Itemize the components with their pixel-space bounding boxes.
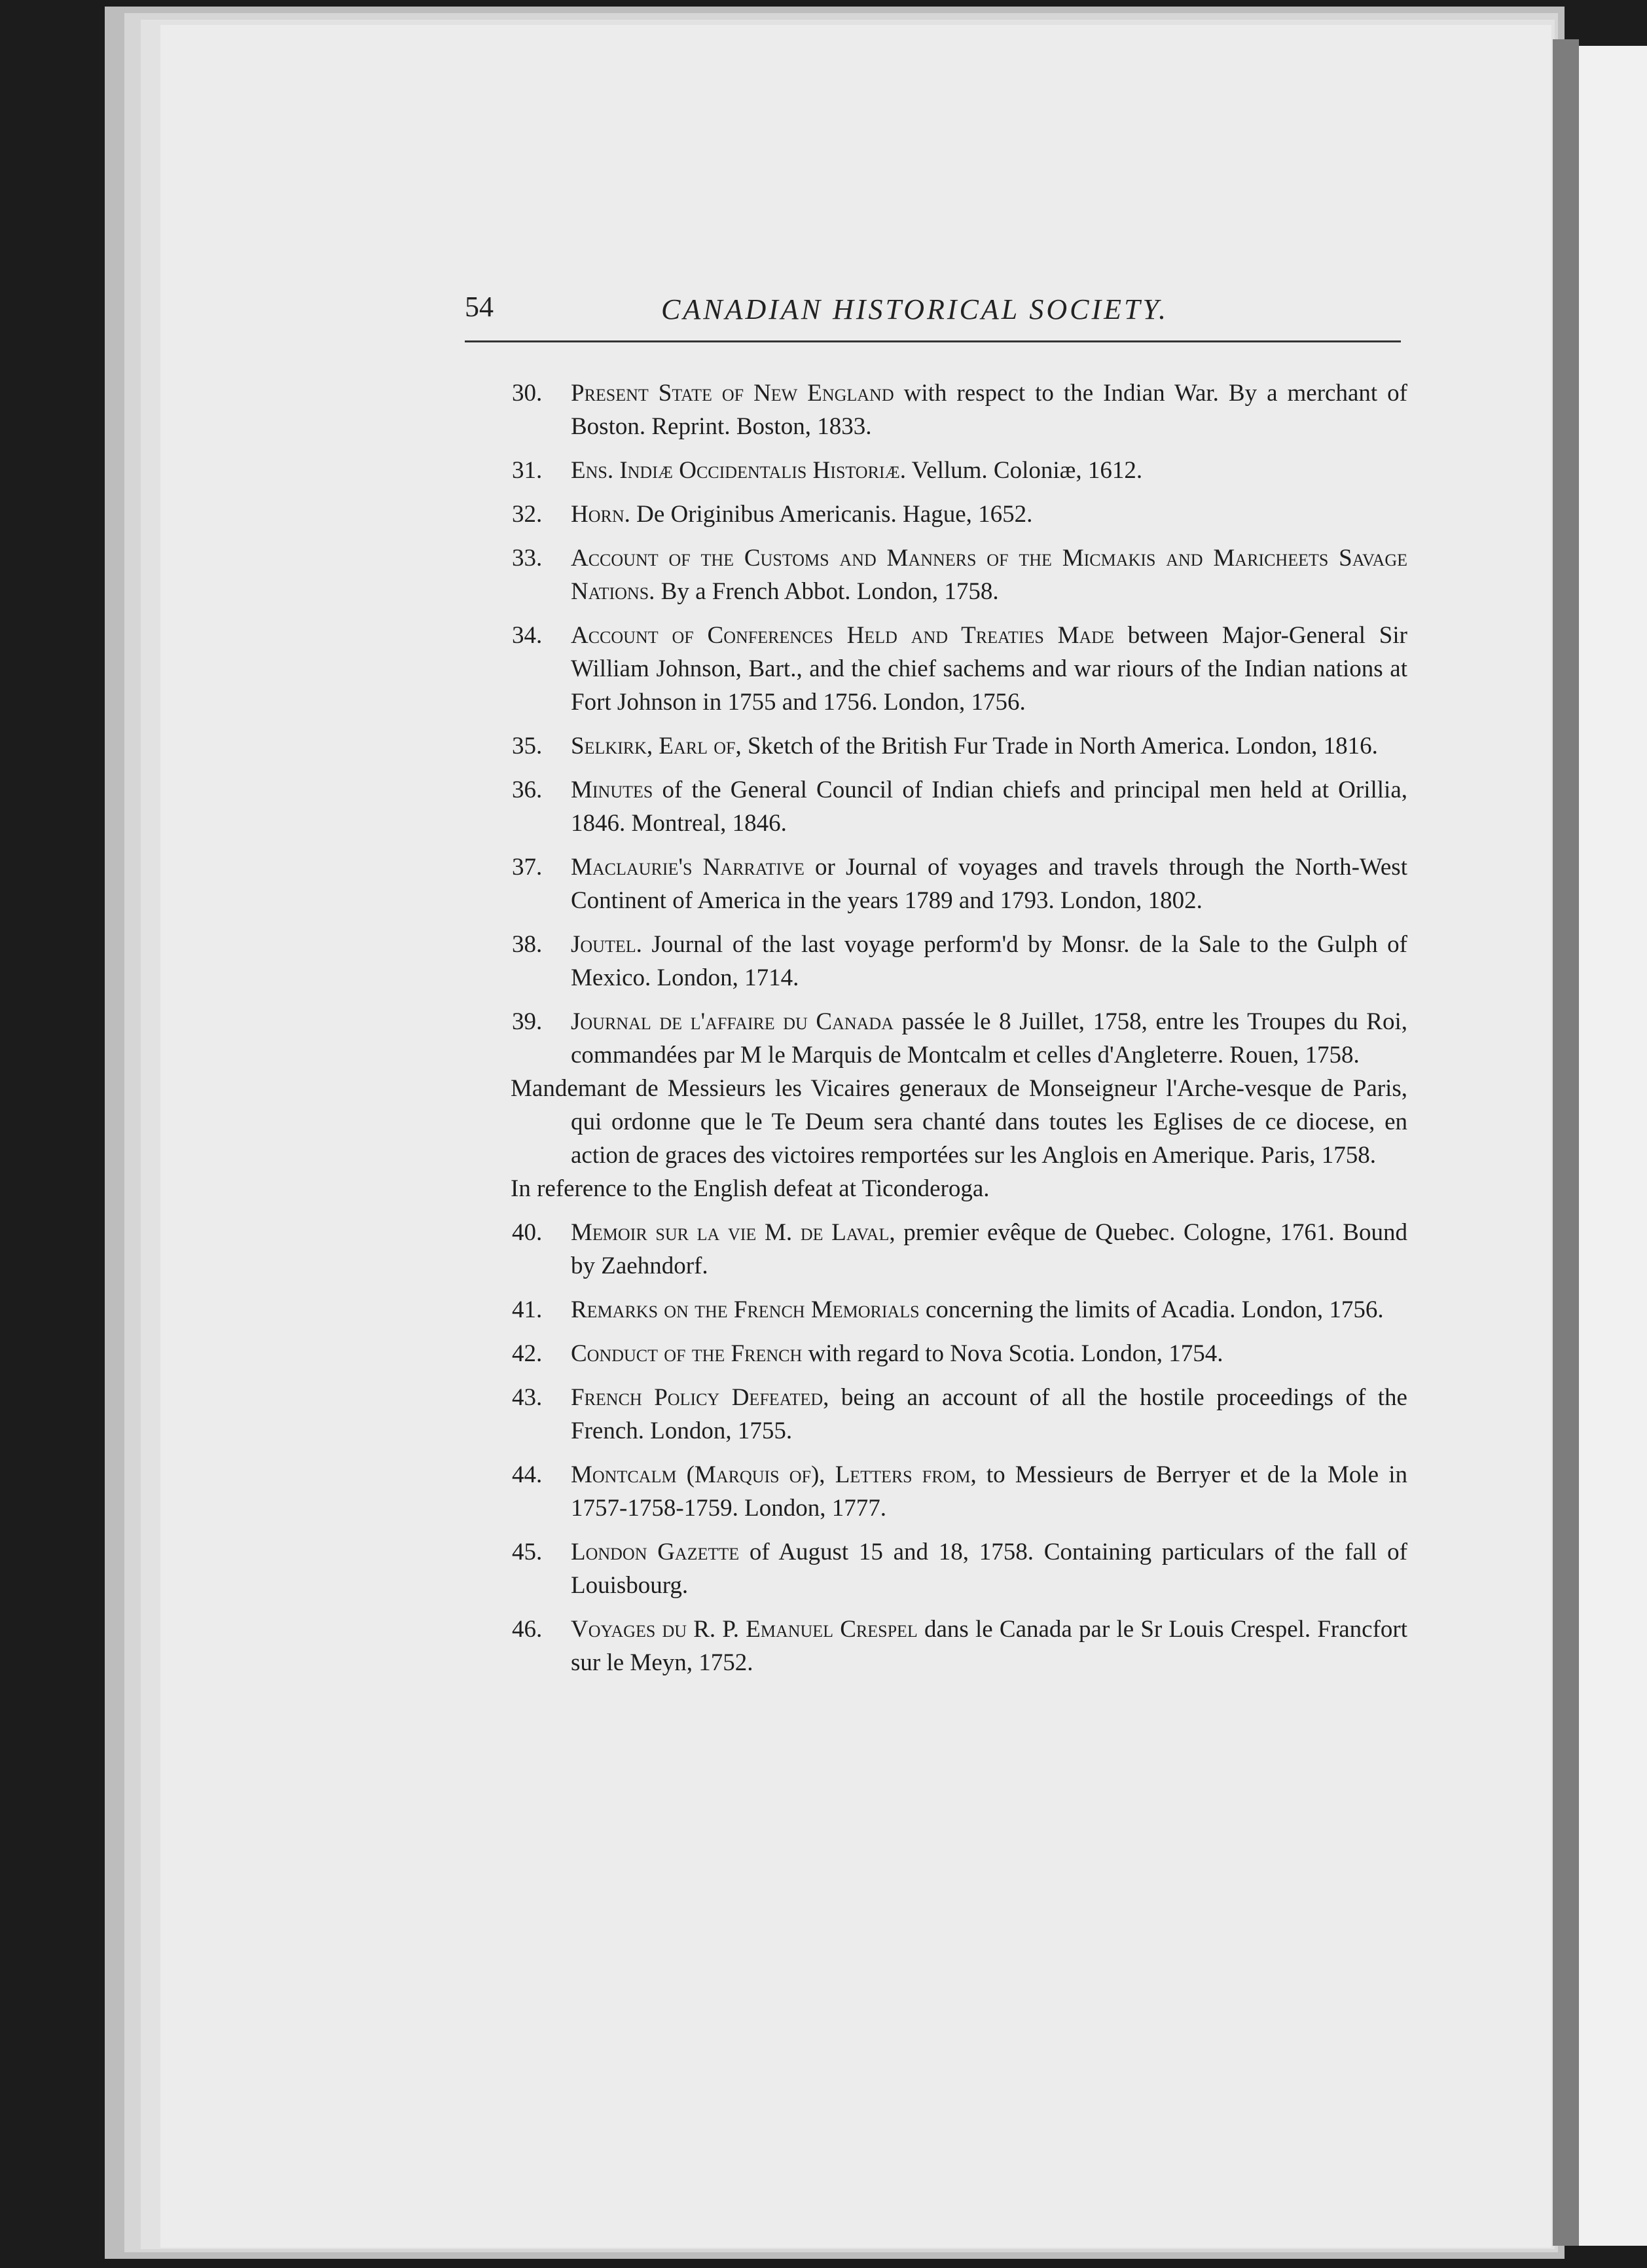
entry-number: 37.	[512, 854, 543, 881]
list-item	[458, 850, 1407, 917]
entry-text: or Journal of voyages and travels through the North-West Continent of America in the years 1789 and 1793. London, 1802.	[571, 854, 1407, 914]
entry-title: Ens. Indiæ Occidentalis Historiæ.	[571, 457, 906, 484]
entry-title: Maclaurie's Narrative	[571, 854, 805, 881]
entry-title: Conduct of the French	[571, 1340, 803, 1367]
header-rule	[465, 340, 1401, 342]
list-item	[458, 1216, 1407, 1283]
entry-number: 34.	[512, 622, 543, 649]
list-item	[458, 1293, 1407, 1326]
entry-title: Joutel.	[571, 931, 642, 958]
list-item	[458, 928, 1407, 995]
list-item	[458, 1337, 1407, 1370]
entry-title: Montcalm (Marquis of), Letters from,	[571, 1461, 977, 1488]
entry-text: to Messieurs de Berryer et de la Mole in 1757-1758-1759. London, 1777.	[571, 1461, 1407, 1522]
list-item	[458, 1381, 1407, 1448]
entry-text: R. P.	[687, 1616, 746, 1643]
entry-title: Minutes	[571, 777, 653, 803]
entry-text: being an account of all the hostile proceedings of the French. London, 1755.	[571, 1384, 1407, 1444]
entry-number: 44.	[512, 1461, 543, 1488]
list-item	[458, 1458, 1407, 1525]
entry-number: 46.	[512, 1616, 543, 1643]
page-header	[465, 290, 1398, 342]
entry-text: De Originibus Americanis. Hague, 1652.	[630, 501, 1033, 528]
entry-note: Mandemant de Messieurs les Vicaires generaux de Monseigneur l'Arche-vesque de Paris, qui ordonne que le Te Deum sera chanté dans toutes les Eglises de ce diocese, en action de graces des victoires remportées sur les Anglois en Amerique. Paris, 1758.	[511, 1075, 1407, 1169]
entry-number: 42.	[512, 1340, 543, 1367]
entry-title: Present State of New England	[571, 380, 894, 407]
entry-title: London Gazette	[571, 1539, 740, 1565]
running-head: CANADIAN HISTORICAL SOCIETY.	[661, 293, 1168, 325]
entry-title: Emanuel Crespel	[746, 1616, 918, 1643]
entry-text: passée le 8 Juillet, 1758, entre les Troupes du Roi, commandées par M le Marquis de Montcalm et celles d'Angleterre. Rouen, 1758.	[571, 1008, 1407, 1069]
entry-number: 30.	[512, 380, 543, 407]
entry-text: By a French Abbot. London, 1758.	[655, 578, 999, 605]
list-item	[458, 619, 1407, 719]
entry-title: Horn.	[571, 501, 630, 528]
entry-number: 35.	[512, 733, 543, 759]
entry-title: Voyages du	[571, 1616, 687, 1643]
entry-title: Journal de l'affaire du Canada	[571, 1008, 894, 1035]
page-number: 54	[465, 291, 494, 323]
entry-title: Account of the Customs and Manners of the Micmakis and Maricheets Savage Nations.	[571, 545, 1407, 605]
entry-number: 40.	[512, 1219, 543, 1246]
entry-text: of August 15 and 18, 1758. Containing particulars of the fall of Louisbourg.	[571, 1539, 1407, 1599]
list-item	[458, 773, 1407, 840]
entry-number: 39.	[512, 1008, 543, 1035]
entry-text: with regard to Nova Scotia. London, 1754.	[802, 1340, 1223, 1367]
list-item	[458, 1613, 1407, 1679]
bibliography-list	[458, 376, 1407, 1690]
entry-text: Vellum. Coloniæ, 1612.	[905, 457, 1143, 484]
entry-text: Journal of the last voyage perform'd by Monsr. de la Sale to the Gulph of Mexico. London, 1714.	[571, 931, 1407, 991]
entry-number: 31.	[512, 457, 543, 484]
list-item	[458, 729, 1407, 763]
entry-number: 41.	[512, 1296, 543, 1323]
entry-title: French Policy Defeated,	[571, 1384, 829, 1411]
entry-text: Sketch of the British Fur Trade in North America. London, 1816.	[741, 733, 1378, 759]
entry-number: 38.	[512, 931, 543, 958]
list-item	[458, 1005, 1407, 1072]
entry-text: between Major-General Sir William Johnson, Bart., and the chief sachems and war riours of the Indian nations at Fort Johnson in 1755 and 1756. London, 1756.	[571, 622, 1407, 716]
entry-title: Selkirk, Earl of,	[571, 733, 742, 759]
list-item	[458, 376, 1407, 443]
entry-text: concerning the limits of Acadia. London, 1756.	[919, 1296, 1384, 1323]
entry-number: 33.	[512, 545, 543, 572]
entry-title: Memoir sur la vie M. de Laval,	[571, 1219, 896, 1246]
entry-title: Account of Conferences Held and Treaties Made	[571, 622, 1114, 649]
entry-number: 45.	[512, 1539, 543, 1565]
entry-number: 43.	[512, 1384, 543, 1411]
entry-text: premier evêque de Quebec. Cologne, 1761. Bound by Zaehndorf.	[571, 1219, 1407, 1279]
entry-number: 32.	[512, 501, 543, 528]
entry-number: 36.	[512, 777, 543, 803]
list-item	[458, 541, 1407, 608]
entry-text: of the General Council of Indian chiefs and principal men held at Orillia, 1846. Montreal, 1846.	[571, 777, 1407, 837]
entry-text: with respect to the Indian War. By a merchant of Boston. Reprint. Boston, 1833.	[571, 380, 1407, 440]
entry-text: dans le Canada par le Sr Louis Crespel. Francfort sur le Meyn, 1752.	[571, 1616, 1407, 1676]
list-item	[458, 498, 1407, 531]
list-item	[458, 1535, 1407, 1602]
list-item	[458, 454, 1407, 487]
entry-title: Remarks on the French Memorials	[571, 1296, 920, 1323]
entry-note: In reference to the English defeat at Ticonderoga.	[511, 1175, 990, 1202]
